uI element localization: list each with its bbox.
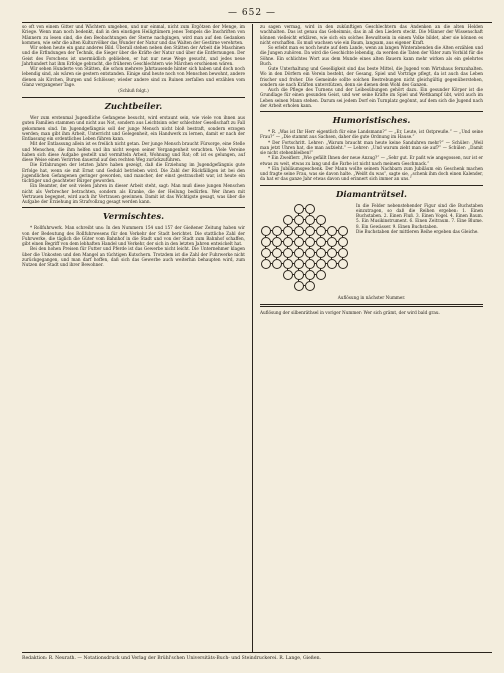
puzzle-cell	[316, 237, 326, 247]
puzzle-cell	[327, 248, 337, 258]
puzzle-cell	[261, 248, 271, 258]
puzzle-cell	[283, 226, 293, 236]
puzzle-cell	[316, 226, 326, 236]
puzzle-cell	[294, 259, 304, 269]
puzzle-cell	[316, 215, 326, 225]
divider	[22, 97, 245, 98]
section-title: Zuchtbeiler.	[104, 102, 163, 112]
page-header	[0, 4, 504, 22]
paragraph: So erlebt man es noch heute auf dem Lande, wenn an langen Winterabenden die Alten erzählen und die Jungen zuhören. Da wird die Geschichte lebendig, da werden die Taten der Väter zum Vorbild für die Söhne. Ein schlichtes Wort aus dem Munde eines alten Bauern kann mehr wirken als ein gelehrtes Buch.	[260, 45, 483, 66]
puzzle-cell	[294, 215, 304, 225]
puzzle-cell	[338, 237, 348, 247]
divider	[260, 304, 483, 307]
right-column	[260, 24, 483, 315]
paragraph: Die Erfahrungen der letzten Jahre haben gezeigt, daß die Erziehung im Jugendgefängnis gute Erfolge hat, wenn sie mit Ernst und Geduld betrieben wird. Die Zahl der Rückfälligen ist bei den jugendlichen Gefangenen geringer geworden, und mancher, der einst gestrauchelt war, ist heute ein tüchtiger und geachteter Bürger geworden.	[22, 162, 245, 183]
page-number: — 652 —	[228, 8, 276, 18]
puzzle-center-text: Die Buchstaben der mittleren Reihe ergeben das Gleiche.	[356, 228, 479, 234]
paragraph: Wer zum erstenmal Jugendliche Gefangene besucht, wird erstaunt sein, wie viele von ihnen aus guten Familien stammen und nicht aus Not, sondern aus Leichtsinn oder schlechter Gesellschaft zu Fall gekommen sind. Im Jugendgefängnis soll der junge Mensch nicht bloß bestraft, sondern erzogen werden; man gibt ihm Arbeit, Unterricht und Gelegenheit, ein Handwerk zu lernen, damit er nach der Entlassung ein ordentliches Leben führen kann.	[22, 115, 245, 141]
paragraph: zu sagen vermag, wird in den zukünftigen Geschlechtern das Andenken an die alten Helden wachhalten. Das ist genau das Geheimnis, das in all den Liedern steckt. Die Männer der Wissenschaft können vielleicht erklären, wie sich ein solches Bewußtsein in einem Volke bildet, aber sie können es nicht erschaffen. Es muß wachsen wie ein Baum, langsam, aus eigener Kraft.	[260, 24, 483, 45]
column-divider	[252, 24, 253, 652]
puzzle-cell	[261, 259, 271, 269]
puzzle-cell	[283, 215, 293, 225]
puzzle-cell	[272, 226, 282, 236]
puzzle-cell	[327, 226, 337, 236]
paragraph: Wir sehen heute ein ganz anderes Bild. Überall stehen neben den Stätten der Arbeit die Maschinen und die Erfindungen der Technik, die Sieger über die Kräfte der Natur und über die Entfernungen. Der Geist des Forschens ist unermüdlich geblieben, er hat nur neue Wege gesucht, und jedes neue Jahrhundert hat ihm Erfolge gebracht, die früheren Geschlechtern wie Märchen erschienen wären.	[22, 45, 245, 66]
puzzle-cell	[305, 259, 315, 269]
joke: * R. „Was ist Ihr Herr eigentlich für eine Landsmann?“ — „Er, Leute, ist Ostpreuße.“ — „Und seine Frau?“ — „Die stammt aus Sachsen, daher die gute Ordnung im Hause.“	[260, 129, 483, 140]
puzzle-cell	[305, 237, 315, 247]
diamond-puzzle-figure	[260, 203, 350, 293]
left-column	[22, 24, 245, 267]
puzzle-text: In die Felder nebenstehender Figur sind die Buchstaben einzutragen, so daß die Reihen ergeben: 1. Einen Buchstaben. 2. Einen Fluß. 3. Einen Vogel. 4. Einen Baum. 5. Ein Musikinstrument. 6. Einen Zeitraum. 7. Eine Blume. 8. Ein Gewässer. 9. Einen Buchstaben.	[356, 202, 483, 229]
paragraph: * Rollfuhrwerk. Man schreibt uns: In den Nummern 154 und 157 der Gießener Zeitung haben wir von der Bedeutung des Rollfuhrwesens für den Verkehr der Stadt berichtet. Die stattliche Zahl der Fuhrwerke, die täglich die Güter vom Bahnhof in die Stadt und von der Stadt zum Bahnhof schaffen, gibt einen Begriff von dem lebhaften Handel und Verkehr, der sich in den letzten Jahren entwickelt hat.	[22, 225, 245, 246]
puzzle-cell	[305, 226, 315, 236]
paragraph: so oft von einem Gitter und Wächtern umgeben, und nur einmal, nicht zum Ergötzen der Menge, im Kriege. Wenn man noch bedenkt, daß in den einstigen Heiligtümern jenes Tempels die Inschriften von Männern zu lesen sind, die den Beobachtungen der Sterne nachgingen, wird man auf den Gedanken kommen, wie sehr die alten Kulturvölker das Wunder der Natur und das Walten der Gestirne verehrten.	[22, 24, 245, 45]
puzzle-cell	[305, 215, 315, 225]
puzzle-cell	[305, 248, 315, 258]
puzzle-cell	[316, 259, 326, 269]
solution-label: Auflösung in nächster Nummer.	[337, 294, 406, 300]
puzzle-cell	[338, 248, 348, 258]
divider	[22, 207, 245, 208]
puzzle-cell	[327, 237, 337, 247]
footer-rule	[22, 652, 492, 653]
paragraph: Gute Unterhaltung und Geselligkeit sind das beste Mittel, die Jugend vom Wirtshaus fernzuhalten. Wo in den Dörfern ein Verein besteht, der Gesang, Spiel und Vorträge pflegt, da ist auch das Leben frischer und froher. Die Gemeinde sollte solchen Bestrebungen nicht gleichgültig gegenüberstehen, sondern sie nach Kräften unterstützen, denn sie dienen dem Wohl des Ganzen.	[260, 66, 483, 87]
puzzle-cell	[283, 237, 293, 247]
joke: * Ein Zweiflerr. „Wie gefällt Ihnen der neue Anzug?“ — „Sehr gut. Er paßt wie angegossen, nur ist er etwas zu weit, etwas zu lang und die Farbe ist nicht nach meinem Geschmack.“	[260, 155, 483, 166]
puzzle-cell	[261, 226, 271, 236]
header-rule-top	[22, 22, 492, 23]
puzzle-cell	[294, 237, 304, 247]
puzzle-cell	[283, 270, 293, 280]
puzzle-cell	[305, 204, 315, 214]
continuation-note: (Schluß folgt.)	[118, 88, 149, 93]
puzzle-cell	[294, 226, 304, 236]
paragraph: Mit der Entlassung allein ist es freilich nicht getan. Der junge Mensch braucht Fürsorge, eine Stelle und Menschen, die ihm helfen und ihn nicht wegen seiner Vergangenheit verachten. Viele Vereine haben sich diese Aufgabe gestellt und vermitteln Arbeit, Wohnung und Rat; oft ist es gelungen, auf diese Weise einen Verirrten dauernd auf den rechten Weg zurückzuführen.	[22, 141, 245, 162]
puzzle-cell	[294, 248, 304, 258]
puzzle-cell	[327, 259, 337, 269]
puzzle-cell	[283, 248, 293, 258]
puzzle-cell	[261, 237, 271, 247]
joke: * Ein Jubiläumsgeschenk. Der Mann wollte seinem Nachbarn zum Jubiläum ein Geschenk machen und fragte seine Frau, was sie davon halte. „Weißt du was“, sagte sie, „schenk ihm doch einen Kalender, da hat er das ganze Jahr etwas davon und erinnert sich immer an uns.“	[260, 165, 483, 182]
divider	[260, 111, 483, 112]
puzzle-cell	[294, 204, 304, 214]
puzzle-cell	[294, 270, 304, 280]
section-title: Diamanträtsel.	[335, 189, 407, 200]
puzzle-cell	[272, 237, 282, 247]
section-title: Humoristisches.	[332, 116, 411, 126]
puzzle-cell	[316, 270, 326, 280]
paragraph: Bei den hohen Preisen für Futter und Pferde ist das Gewerbe nicht leicht. Die Unternehmer klagen über die Unkosten und den Mangel an tüchtigen Kutschern. Trotzdem ist die Zahl der Fuhrwerke nicht zurückgegangen, und man darf hoffen, daß sich das Gewerbe auch weiterhin behaupten wird, zum Nutzen der Stadt und ihrer Bewohner.	[22, 246, 245, 267]
joke: * Der Fortschritt. Lehrer: „Warum braucht man heute keine Sanduhren mehr?“ — Schüler: „Weil man jetzt Uhren hat, die man aufzieht.“ — Lehrer: „Und warum zieht man sie auf?“ — Schüler: „Damit sie nicht stehenbleiben!“	[260, 139, 483, 155]
puzzle-cell	[283, 259, 293, 269]
paragraph: Ein Beamter, der seit vielen Jahren in dieser Arbeit steht, sagt: Man muß diese jungen Menschen nicht als Verbrecher betrachten, sondern als Kranke, die der Heilung bedürfen. Wer ihnen mit Vertrauen begegnet, wird auch ihr Vertrauen gewinnen. Damit ist das Wichtigste gesagt, was über die Aufgabe der Erziehung im Strafvollzug gesagt werden kann.	[22, 183, 245, 204]
puzzle-cell	[294, 281, 304, 291]
puzzle-instructions	[356, 203, 483, 235]
puzzle-cell	[316, 248, 326, 258]
puzzle-cell	[305, 281, 315, 291]
puzzle-cell	[272, 259, 282, 269]
paragraph: Wir sehen Hunderte von Stätten, die schon mehrere Jahrtausende hinter sich haben und doch noch lebendig sind, als wären sie gestern entstanden. Einige sind heute noch von Menschen bewohnt, andere dienen als Kirchen, Burgen und Schlösser; wieder andere sind zu Ruinen zerfallen und erzählen vom Glanz vergangener Tage.	[22, 66, 245, 87]
puzzle-cell	[338, 259, 348, 269]
puzzle-block	[260, 203, 483, 293]
puzzle-cell	[338, 226, 348, 236]
divider	[260, 185, 483, 186]
puzzle-cell	[272, 248, 282, 258]
imprint: Redaktion: R. Neurath. — Notationsdruck und Verlag der Brühl'schen Universitäts-Buch- und Steindruckerei. R. Lange, Gießen.	[22, 656, 322, 661]
paragraph: Auch die Pflege des Turnens und der Leibesübungen gehört dazu. Ein gesunder Körper ist die Grundlage für einen gesunden Geist, und wer seine Kräfte im Spiel und Wettkampf übt, wird auch im Leben seinen Mann stehen. Darum sei jedem Dorf ein Turnplatz gegönnt, auf dem sich die Jugend nach der Arbeit erholen kann.	[260, 87, 483, 108]
puzzle-cell	[305, 270, 315, 280]
previous-solution: Auflösung der silbenräthsel in voriger Nummer: Wer sich grämt, der wird bald grau.	[260, 309, 440, 315]
section-title: Vermischtes.	[102, 212, 165, 223]
